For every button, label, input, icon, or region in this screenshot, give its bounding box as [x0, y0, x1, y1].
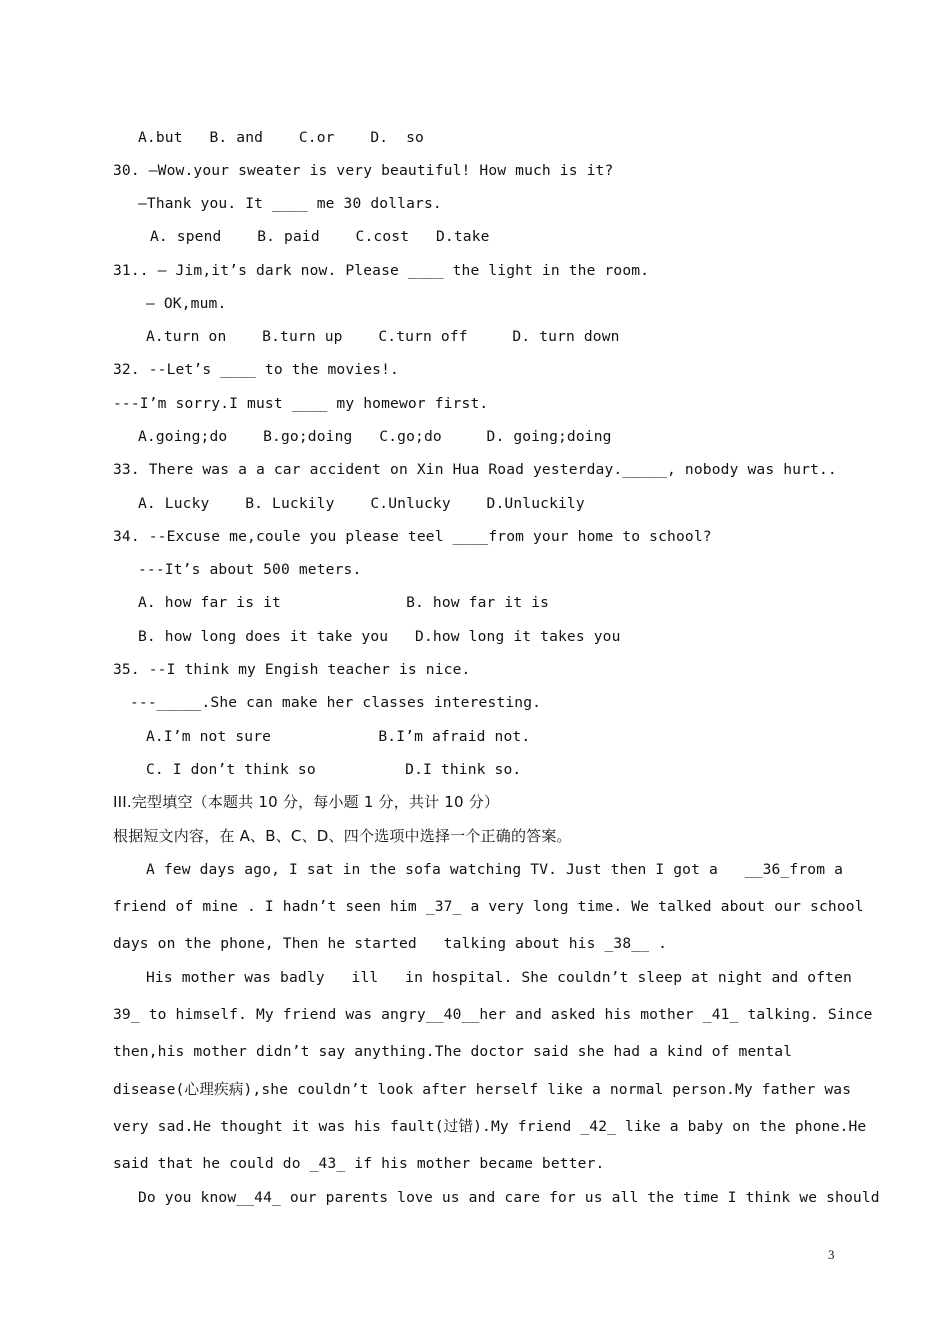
- q34-options-row2: B. how long does it take you D.how long it takes you: [138, 628, 621, 645]
- q30-options: A. spend B. paid C.cost D.take: [150, 228, 490, 245]
- passage-line: His mother was badly ill in hospital. She couldn’t sleep at night and often: [146, 969, 852, 986]
- q29-options: A.but B. and C.or D. so: [138, 129, 424, 146]
- q35-options-row2: C. I don’t think so D.I think so.: [146, 761, 522, 778]
- q32-answer-line: ---I’m sorry.I must ____ my homewor first.: [113, 395, 489, 412]
- q34-answer-line: ---It’s about 500 meters.: [138, 561, 362, 578]
- q31-options: A.turn on B.turn up C.turn off D. turn down: [146, 328, 620, 345]
- page-number: 3: [828, 1247, 835, 1262]
- q32-question: 32. --Let’s ____ to the movies!.: [113, 361, 399, 378]
- passage-line: friend of mine . I hadn’t seen him _37_ a very long time. We talked about our school: [113, 898, 864, 915]
- passage-line: days on the phone, Then he started talking about his _38__ .: [113, 935, 668, 952]
- passage-line: Do you know__44_ our parents love us and care for us all the time I think we should: [138, 1189, 880, 1206]
- q31-question: 31.. — Jim,it’s dark now. Please ____ the light in the room.: [113, 262, 650, 279]
- q30-question: 30. —Wow.your sweater is very beautiful! How much is it?: [113, 162, 614, 179]
- passage-line: then,his mother didn’t say anything.The doctor said she had a kind of mental: [113, 1043, 793, 1060]
- passage-line: very sad.He thought it was his fault(过错).My friend _42_ like a baby on the phone.He: [113, 1118, 867, 1135]
- q33-options: A. Lucky B. Luckily C.Unlucky D.Unluckily: [138, 495, 585, 512]
- section-heading: III.完型填空（本题共 10 分，每小题 1 分，共计 10 分）: [113, 793, 500, 811]
- q31-answer-line: — OK,mum.: [146, 295, 227, 312]
- q32-options: A.going;do B.go;doing C.go;do D. going;doing: [138, 428, 612, 445]
- q35-question: 35. --I think my Engish teacher is nice.: [113, 661, 471, 678]
- q35-answer-line: ---_____.She can make her classes interesting.: [130, 694, 542, 711]
- passage-line: said that he could do _43_ if his mother became better.: [113, 1155, 605, 1172]
- q34-question: 34. --Excuse me,coule you please teel ____from your home to school?: [113, 528, 712, 545]
- section-instructions: 根据短文内容，在 A、B、C、D、四个选项中选择一个正确的答案。: [113, 827, 572, 845]
- passage-line: A few days ago, I sat in the sofa watching TV. Just then I got a __36_from a: [146, 861, 844, 878]
- q30-answer-line: —Thank you. It ____ me 30 dollars.: [138, 195, 442, 212]
- q33-question: 33. There was a a car accident on Xin Hua Road yesterday._____, nobody was hurt..: [113, 461, 837, 478]
- q35-options-row1: A.I’m not sure B.I’m afraid not.: [146, 728, 531, 745]
- q34-options-row1: A. how far is it B. how far it is: [138, 594, 550, 611]
- passage-line: 39_ to himself. My friend was angry__40__her and asked his mother _41_ talking. Since: [113, 1006, 873, 1023]
- passage-line: disease(心理疾病),she couldn’t look after herself like a normal person.My father was: [113, 1081, 852, 1098]
